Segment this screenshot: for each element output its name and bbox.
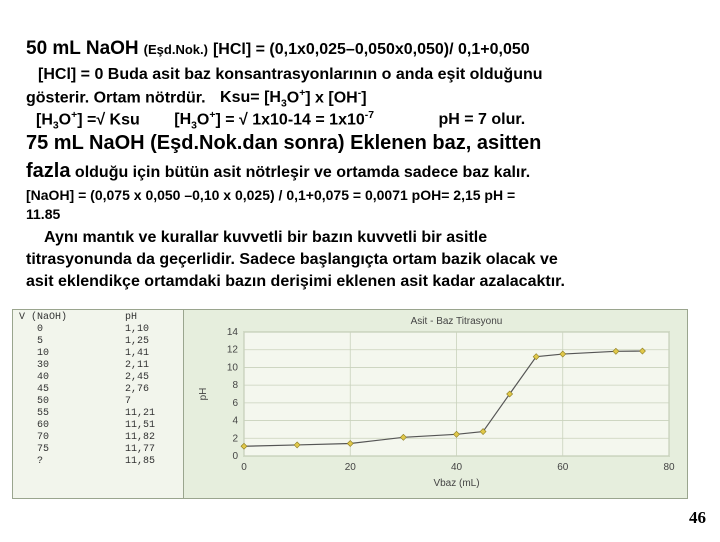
x-tick-label: 80 xyxy=(663,462,675,473)
line-3-b: Ksu= [H xyxy=(220,89,281,107)
line-7 xyxy=(26,187,515,203)
table-cell-volume: 40 xyxy=(37,372,50,383)
line-2-text: [HCl] = 0 Buda asit baz konsantrasyonlarının o anda eşit olduğunu xyxy=(38,66,543,83)
y-tick-label: 12 xyxy=(226,344,238,356)
table-cell-ph: 11,77 xyxy=(125,444,156,455)
x-tick-label: 20 xyxy=(344,462,356,473)
y-tick-label: 8 xyxy=(232,380,238,392)
table-header-volume: V (NaOH) xyxy=(19,312,68,323)
line-4-c: O xyxy=(58,111,72,129)
line-1-c: [HCl] = (0,1x0,025–0,050x0,050)/ 0,1+0,050 xyxy=(212,41,530,58)
line-3-a: gösterir. Ortam nötrdür. xyxy=(26,89,206,107)
x-axis-label: Vbaz (mL) xyxy=(433,478,480,489)
line-6 xyxy=(26,160,530,183)
paragraph-2-text: titrasyonunda da geçerlidir. Sadece başlangıçta ortam bazik olacak ve xyxy=(26,251,558,268)
line-3-g: - xyxy=(357,88,362,99)
page-number: 46 xyxy=(689,508,706,527)
y-tick-label: 6 xyxy=(232,397,238,409)
x-tick-label: 60 xyxy=(557,462,569,473)
line-4-g: 3 xyxy=(191,120,197,132)
table-cell-volume: 45 xyxy=(37,384,50,395)
table-cell-volume: 75 xyxy=(37,444,50,455)
line-4-d: + xyxy=(71,110,78,121)
line-7-text: [NaOH] = (0,075 x 0,050 –0,10 x 0,025) / 0,1+0,075 = 0,0071 pOH= 2,15 pH = xyxy=(26,187,516,203)
table-cell-volume: 10 xyxy=(37,348,50,359)
paragraph-3-text: asit eklendikçe ortamdaki bazın derişimi eklenen asit kadar azalacaktır. xyxy=(26,273,565,290)
line-2 xyxy=(38,66,543,84)
paragraph-1-text: Aynı mantık ve kurallar kuvvetli bir bazın kuvvetli bir asitle xyxy=(44,229,488,246)
table-cell-volume: 60 xyxy=(37,420,50,431)
line-4-b: 3 xyxy=(52,120,59,132)
table-cell-ph: 11,51 xyxy=(125,420,156,431)
line-3-h: ] xyxy=(361,89,367,107)
line-4-i: + xyxy=(209,110,216,121)
table-cell-ph: 1,41 xyxy=(125,348,150,359)
titration-chart xyxy=(184,310,687,498)
paragraph-1 xyxy=(44,229,487,247)
line-6-a: fazla xyxy=(26,160,71,182)
line-8-text: 11.85 xyxy=(26,206,61,222)
paragraph-3 xyxy=(26,273,565,291)
table-cell-ph: 11,21 xyxy=(125,408,156,419)
chart-title: Asit - Baz Titrasyonu xyxy=(410,316,503,327)
line-3-e: + xyxy=(299,88,306,99)
titration-figure xyxy=(12,309,688,499)
line-1 xyxy=(26,38,530,60)
table-cell-ph: 2,76 xyxy=(125,384,150,395)
table-header-ph: pH xyxy=(125,312,138,323)
table-cell-ph: 2,45 xyxy=(125,372,150,383)
paragraph-2 xyxy=(26,251,558,269)
table-cell-ph: 11,82 xyxy=(125,432,156,443)
table-cell-volume: 70 xyxy=(37,432,50,443)
line-4-l: pH = 7 olur. xyxy=(438,111,526,129)
line-4-h: O xyxy=(196,111,210,129)
y-tick-label: 14 xyxy=(226,327,238,338)
line-5 xyxy=(26,132,541,155)
table-cell-ph: 2,11 xyxy=(125,360,150,371)
table-cell-ph: 11,85 xyxy=(125,456,156,467)
line-4-j: ] = √ 1x10-14 = 1x10 xyxy=(215,111,365,129)
line-5-text: 75 mL NaOH (Eşd.Nok.dan sonra) Eklenen baz, asitten xyxy=(26,132,542,154)
table-cell-ph: 7 xyxy=(125,396,132,407)
table-cell-volume: 30 xyxy=(37,360,50,371)
table-cell-ph: 1,25 xyxy=(125,336,150,347)
line-3 xyxy=(26,88,367,110)
line-3-d: O xyxy=(286,89,300,107)
table-cell-volume: 50 xyxy=(37,396,50,407)
line-1-a: 50 mL NaOH xyxy=(26,38,139,59)
x-tick-label: 0 xyxy=(241,462,247,473)
table-cell-volume: 5 xyxy=(37,336,44,347)
y-tick-label: 10 xyxy=(226,362,238,374)
line-4-f: [H xyxy=(174,111,192,129)
line-4-e: ] =√ Ksu xyxy=(77,111,140,129)
table-cell-ph: 1,10 xyxy=(125,324,150,335)
line-4 xyxy=(36,110,525,132)
line-1-b: (Eşd.Nok.) xyxy=(143,42,208,57)
y-tick-label: 2 xyxy=(232,433,238,445)
line-8 xyxy=(26,206,60,222)
table-cell-volume: 0 xyxy=(37,324,44,335)
line-3-c: 3 xyxy=(280,98,287,110)
line-4-k: -7 xyxy=(364,110,375,121)
table-cell-volume: 55 xyxy=(37,408,50,419)
x-tick-label: 40 xyxy=(450,462,463,473)
y-tick-label: 4 xyxy=(232,415,238,427)
line-4-a: [H xyxy=(36,111,53,129)
line-3-f: ] x [OH xyxy=(305,89,358,107)
y-tick-label: 0 xyxy=(232,451,238,462)
y-axis-label: pH xyxy=(198,387,209,401)
table-cell-volume: ? xyxy=(37,456,44,467)
data-table xyxy=(13,310,184,498)
line-6-b: olduğu için bütün asit nötrleşir ve ortamda sadece baz kalır. xyxy=(74,164,531,181)
